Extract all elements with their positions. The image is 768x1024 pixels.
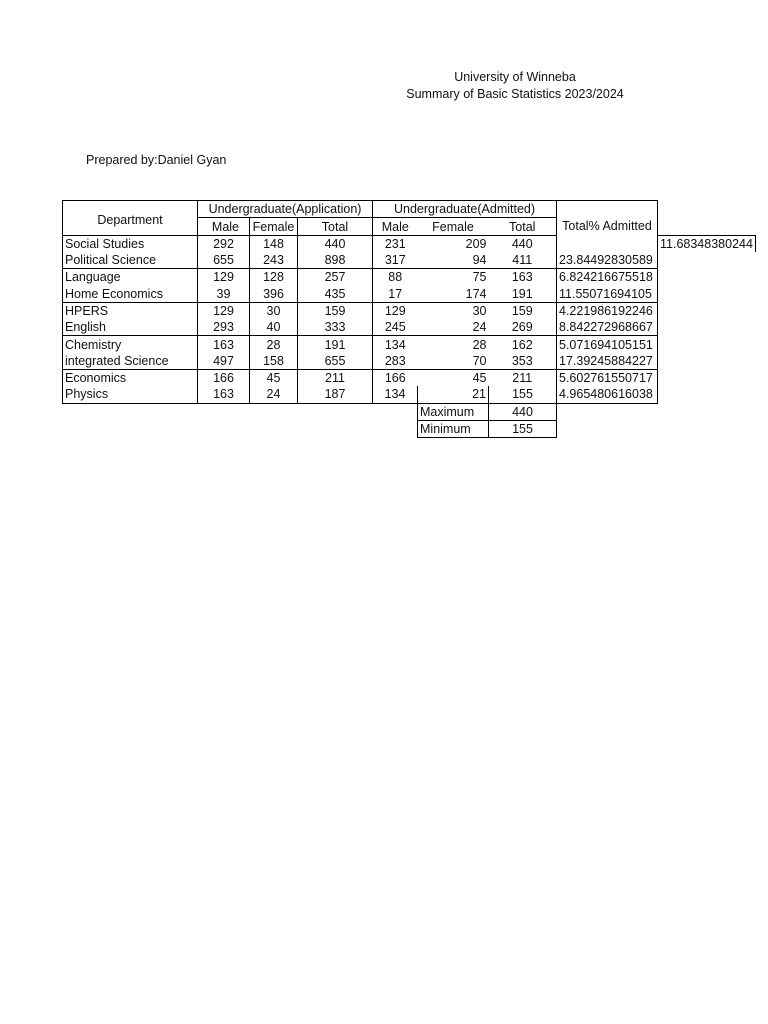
app-total-cell: 257 xyxy=(298,269,373,286)
adm-male-cell: 166 xyxy=(373,369,418,386)
adm-total-header: Total xyxy=(509,219,536,234)
adm-female-cell: 21 xyxy=(418,386,489,403)
department-cell: English xyxy=(63,319,198,336)
pct-cell: 5.071694105151 xyxy=(557,336,658,353)
app-total-cell: 333 xyxy=(298,319,373,336)
app-male-cell: 292 xyxy=(198,235,250,252)
adm-female-cell: 24 xyxy=(418,319,489,336)
adm-female-header: Female xyxy=(432,219,474,234)
adm-female-cell: 94 xyxy=(418,252,489,269)
app-total-cell: 898 xyxy=(298,252,373,269)
app-female-cell: 128 xyxy=(250,269,298,286)
adm-total-cell: 162 xyxy=(511,337,533,352)
app-female-cell: 45 xyxy=(250,369,298,386)
pct-cell: 5.602761550717 xyxy=(557,369,658,386)
app-total-cell: 187 xyxy=(298,386,373,403)
department-cell: integrated Science xyxy=(63,353,198,370)
adm-female-cell: 70 xyxy=(418,353,489,370)
adm-male-cell: 129 xyxy=(373,302,418,319)
adm-total-cell: 159 xyxy=(511,303,533,318)
app-male-header: Male xyxy=(198,218,250,235)
app-male-cell: 497 xyxy=(198,353,250,370)
adm-female-cell: 174 xyxy=(418,285,489,302)
pct-cell: 11.68348380244 xyxy=(658,235,756,252)
department-header: Department xyxy=(63,201,198,236)
statistics-table xyxy=(62,200,756,438)
summary-value: 155 xyxy=(489,420,557,437)
summary-row-maximum xyxy=(63,403,756,420)
app-female-cell: 40 xyxy=(250,319,298,336)
header-row-groups xyxy=(63,201,756,218)
app-male-cell: 163 xyxy=(198,336,250,353)
app-female-cell: 243 xyxy=(250,252,298,269)
app-total-cell: 211 xyxy=(298,369,373,386)
adm-male-cell: 88 xyxy=(373,269,418,286)
app-female-cell: 148 xyxy=(250,235,298,252)
app-total-cell: 435 xyxy=(298,285,373,302)
adm-female-cell: 28 xyxy=(472,337,487,352)
app-female-cell: 24 xyxy=(250,386,298,403)
summary-value: 440 xyxy=(489,403,557,420)
department-cell: Physics xyxy=(63,386,198,403)
app-female-header: Female xyxy=(250,218,298,235)
adm-total-cell: 269 xyxy=(489,319,557,336)
table-row xyxy=(63,302,756,319)
app-female-cell: 158 xyxy=(250,353,298,370)
app-male-cell: 293 xyxy=(198,319,250,336)
adm-total-cell: 163 xyxy=(511,270,533,285)
adm-total-cell: 191 xyxy=(489,285,557,302)
adm-total-cell: 353 xyxy=(489,353,557,370)
application-header: Undergraduate(Application) xyxy=(198,201,373,218)
app-total-cell: 191 xyxy=(298,336,373,353)
admitted-header: Undergraduate(Admitted) xyxy=(373,201,557,218)
department-cell: Language xyxy=(63,269,198,286)
adm-total-cell: 211 xyxy=(512,371,533,386)
app-female-cell: 28 xyxy=(250,336,298,353)
app-female-cell: 30 xyxy=(250,302,298,319)
report-title-block xyxy=(395,69,635,103)
pct-cell: 8.842272968667 xyxy=(557,319,658,336)
app-male-cell: 655 xyxy=(198,252,250,269)
adm-female-cell: 209 xyxy=(418,235,489,252)
university-name: University of Winneba xyxy=(454,70,576,84)
department-cell: Economics xyxy=(63,369,198,386)
pct-cell: 4.965480616038 xyxy=(557,386,658,403)
app-female-cell: 396 xyxy=(250,285,298,302)
app-male-cell: 129 xyxy=(198,269,250,286)
app-male-cell: 39 xyxy=(198,285,250,302)
table-row xyxy=(63,319,756,336)
adm-male-cell: 317 xyxy=(373,252,418,269)
report-subtitle: Summary of Basic Statistics 2023/2024 xyxy=(406,87,624,101)
summary-label: Minimum xyxy=(418,420,489,437)
app-total-header: Total xyxy=(298,218,373,235)
summary-row-minimum xyxy=(63,420,756,437)
total-admitted-header: Total% Admitted xyxy=(557,201,658,252)
pct-cell: 23.84492830589 xyxy=(557,252,658,269)
table-row xyxy=(63,252,756,269)
table-row xyxy=(63,369,756,386)
app-male-cell: 163 xyxy=(198,386,250,403)
pct-cell: 11.55071694105 xyxy=(557,285,658,302)
app-male-cell: 129 xyxy=(198,302,250,319)
prepared-by: Prepared by:Daniel Gyan xyxy=(86,153,227,167)
adm-male-cell: 231 xyxy=(373,235,418,252)
department-cell: HPERS xyxy=(63,302,198,319)
department-cell: Political Science xyxy=(63,252,198,269)
adm-female-cell: 45 xyxy=(472,371,487,386)
department-cell: Home Economics xyxy=(63,285,198,302)
app-total-cell: 440 xyxy=(298,235,373,252)
adm-total-cell: 155 xyxy=(489,386,557,403)
adm-male-cell: 17 xyxy=(373,285,418,302)
department-cell: Social Studies xyxy=(63,235,198,252)
table-row xyxy=(63,386,756,403)
pct-cell: 4.221986192246 xyxy=(557,302,658,319)
table-row xyxy=(63,285,756,302)
adm-male-header: Male xyxy=(373,218,418,235)
app-total-cell: 655 xyxy=(298,353,373,370)
adm-male-cell: 245 xyxy=(373,319,418,336)
adm-male-cell: 134 xyxy=(373,336,418,353)
adm-total-cell: 411 xyxy=(489,252,557,269)
adm-female-cell: 30 xyxy=(472,303,487,318)
table-row xyxy=(63,269,756,286)
summary-label: Maximum xyxy=(418,403,489,420)
adm-male-cell: 283 xyxy=(373,353,418,370)
department-cell: Chemistry xyxy=(63,336,198,353)
table-row xyxy=(63,336,756,353)
adm-male-cell: 134 xyxy=(373,386,418,403)
pct-cell: 6.824216675518 xyxy=(557,269,658,286)
adm-female-cell: 75 xyxy=(472,270,487,285)
app-male-cell: 166 xyxy=(198,369,250,386)
table-row xyxy=(63,353,756,370)
adm-total-cell: 440 xyxy=(489,235,557,252)
pct-cell: 17.39245884227 xyxy=(557,353,658,370)
app-total-cell: 159 xyxy=(298,302,373,319)
